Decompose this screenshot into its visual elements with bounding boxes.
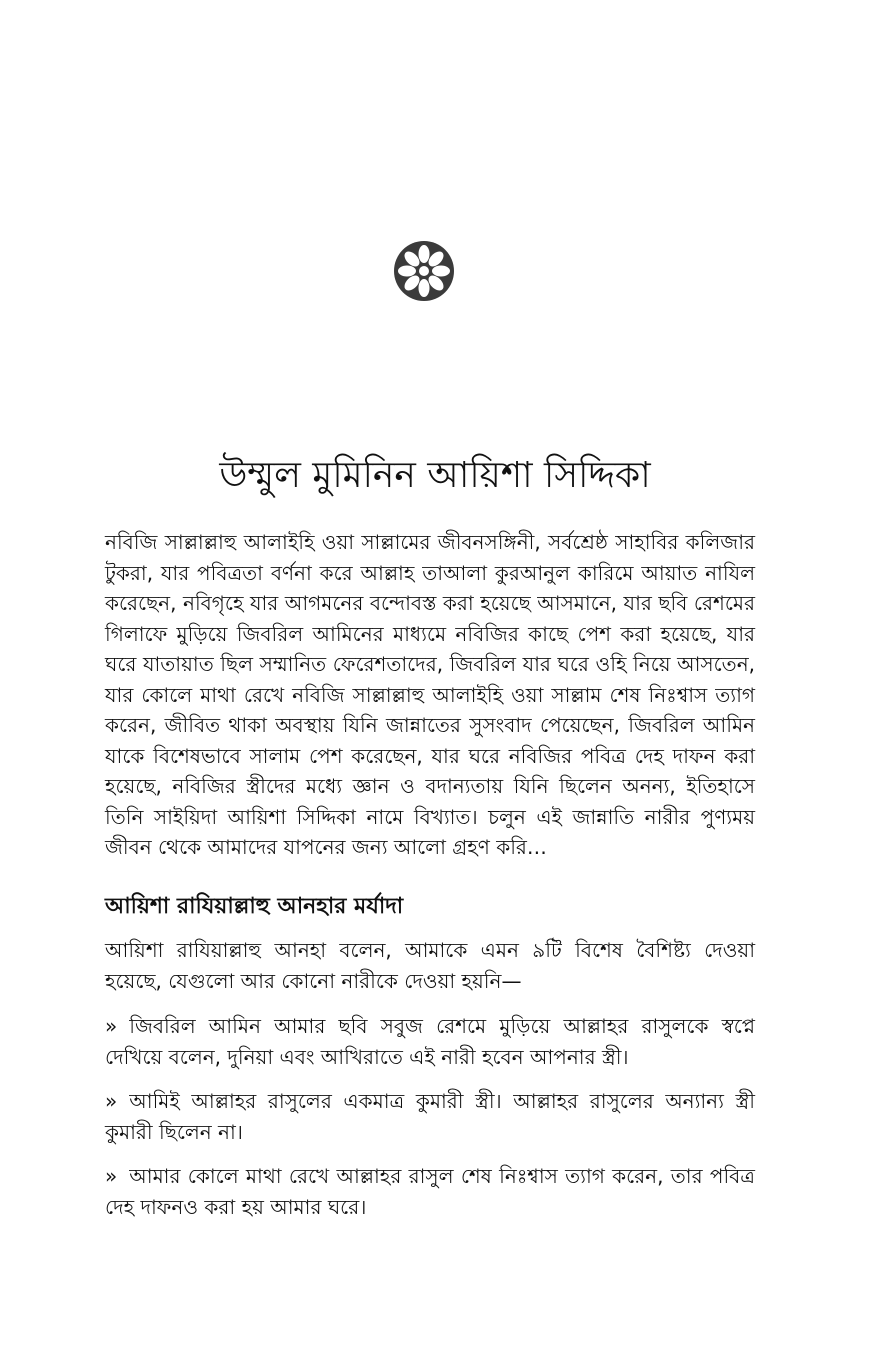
section-intro-paragraph: আয়িশা রাযিয়াল্লাহু আনহা বলেন, আমাকে এমন ৯টি বিশেষ বৈশিষ্ট্য দেওয়া হয়েছে, যেগুলো আর কোনো নারীকে দেওয়া হয়নি— bbox=[105, 938, 755, 993]
chapter-intro-paragraph: নবিজি সাল্লাল্লাহু আলাইহি ওয়া সাল্লামের জীবনসঙ্গিনী, সর্বশ্রেষ্ঠ সাহাবির কলিজার টুকরা, যার পবিত্রতা বর্ণনা করে আল্লাহ তাআলা কুরআনুল কারিমে আয়াত নাযিল করেছেন, নবিগৃহে যার আগমনের বন্দোবস্ত করা হয়েছে আসমানে, যার ছবি রেশমের গিলাফে মুড়িয়ে জিবরিল আমিনের মাধ্যমে নবিজির কাছে পেশ করা হয়েছে, যার ঘরে যাতায়াত ছিল সম্মানিত ফেরেশতাদের, জিবরিল যার ঘরে ওহি নিয়ে আসতেন, যার কোলে মাথা রেখে নবিজি সাল্লাল্লাহু আলাইহি ওয়া সাল্লাম শেষ নিঃশ্বাস ত্যাগ করেন, জীবিত থাকা অবস্থায় যিনি জান্নাতের সুসংবাদ পেয়েছেন, জিবরিল আমিন যাকে বিশেষভাবে সালাম পেশ করেছেন, যার ঘরে নবিজির পবিত্র দেহ দাফন করা হয়েছে, নবিজির স্ত্রীদের মধ্যে জ্ঞান ও বদান্যতায় যিনি ছিলেন অনন্য, ইতিহাসে তিনি সাইয়িদা আয়িশা সিদ্দিকা নামে বিখ্যাত। চলুন এই জান্নাতি নারীর পুণ্যময় জীবন থেকে আমাদের যাপনের জন্য আলো গ্রহণ করি… bbox=[105, 530, 755, 859]
list-item bbox=[105, 1161, 755, 1222]
chapter-title: উম্মুল মুমিনিন আয়িশা সিদ্দিকা bbox=[219, 455, 651, 496]
list-item-text: আমিই আল্লাহর রাসুলের একমাত্র কুমারী স্ত্রী। আল্লাহর রাসুলের অন্যান্য স্ত্রী কুমারী ছিলেন না। bbox=[105, 1089, 755, 1144]
list-item-text: জিবরিল আমিন আমার ছবি সবুজ রেশমে মুড়িয়ে আল্লাহর রাসুলকে স্বপ্নে দেখিয়ে বলেন, দুনিয়া এবং আখিরাতে এই নারী হবেন আপনার স্ত্রী। bbox=[105, 1014, 755, 1069]
list-item bbox=[105, 1086, 755, 1147]
list-item-text: আমার কোলে মাথা রেখে আল্লাহর রাসুল শেষ নিঃশ্বাস ত্যাগ করেন, তার পবিত্র দেহ দাফনও করা হয় আমার ঘরে। bbox=[105, 1164, 755, 1219]
flower-ornament-icon bbox=[393, 240, 455, 302]
bullet-marker: » bbox=[105, 1089, 118, 1113]
bullet-marker: » bbox=[105, 1164, 118, 1188]
list-item bbox=[105, 1011, 755, 1072]
section-heading: আয়িশা রাযিয়াল্লাহু আনহার মর্যাদা bbox=[105, 894, 404, 919]
bullet-marker: » bbox=[105, 1014, 118, 1038]
feature-list bbox=[105, 1011, 755, 1236]
